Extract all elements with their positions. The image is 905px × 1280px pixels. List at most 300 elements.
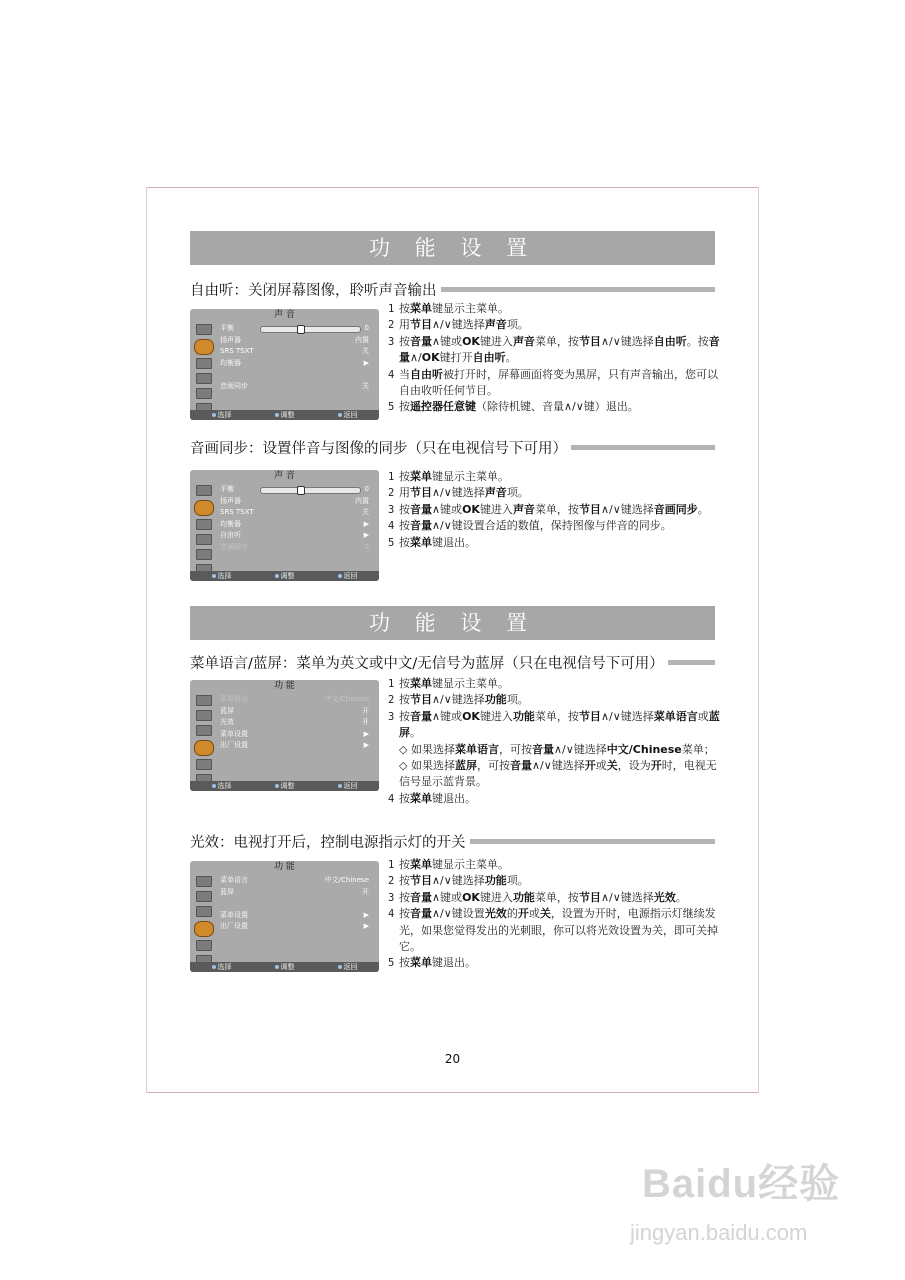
instruction-step [388, 485, 723, 501]
step-keyword: OK [462, 334, 480, 348]
step-text: 按 [399, 502, 410, 516]
step-text: ∧/∨键选择 [553, 742, 607, 756]
osd-row [220, 519, 369, 531]
step-keyword: 功能 [512, 890, 535, 904]
step-keyword: OK [421, 351, 440, 365]
step-keyword: 音量 [410, 502, 432, 516]
osd-row-value: 中文/Chinese [324, 876, 369, 884]
step-text: 键显示主菜单。 [432, 470, 509, 483]
step-text: 或 [697, 709, 709, 723]
step-keyword: 节目 [578, 502, 601, 516]
osd-row [220, 530, 369, 542]
osd-footer-item [338, 781, 358, 791]
instruction-step [388, 502, 723, 518]
selected-menu-icon [194, 740, 214, 756]
osd-icon-column [193, 321, 215, 418]
osd-row [220, 507, 369, 519]
step-keyword: 开 [650, 759, 662, 773]
osd-footer-item [338, 962, 358, 972]
step-keyword: 自由听 [472, 351, 506, 365]
step-keyword: 自由听 [410, 367, 443, 381]
nav-icon [275, 413, 279, 417]
osd-row [220, 358, 369, 370]
step-keyword: 菜单语言 [454, 742, 499, 756]
step-keyword: 节目 [578, 334, 601, 348]
step-keyword: 节目 [410, 693, 432, 707]
step-text: ∧/∨键选择 [600, 709, 654, 723]
step-number: 3 [388, 335, 395, 348]
step-text: （除待机键、音量∧/∨键）退出。 [476, 400, 639, 414]
osd-icon-column [193, 692, 215, 789]
menu-icon [196, 725, 212, 736]
step-number: 5 [388, 536, 395, 549]
nav-icon [212, 784, 216, 788]
osd-footer-item [212, 571, 232, 581]
step-keyword: 节目 [578, 890, 601, 904]
osd-title: 功 能 [274, 862, 295, 872]
osd-menu [190, 861, 379, 972]
selected-menu-icon [194, 339, 214, 355]
step-keyword: 声音 [484, 486, 507, 500]
osd-row-value: 内置 [355, 335, 369, 344]
instruction-step [388, 469, 723, 485]
nav-icon [212, 574, 216, 578]
osd-footer [190, 571, 379, 581]
osd-row-label: 自由听 [220, 531, 241, 539]
step-text: 按 [399, 519, 410, 533]
step-text: 键进入 [479, 890, 513, 904]
osd-row [220, 887, 369, 899]
nav-icon [338, 965, 342, 969]
step-keyword: 光效 [484, 907, 507, 921]
osd-rows [220, 694, 369, 752]
step-keyword: 菜单 [410, 535, 432, 549]
step-text: ，设置为开时，电源指示灯继续发光，如果您觉得发出的光刺眼，你可以将光效设置为关，即可关掉它。 [399, 907, 718, 954]
top-rule [147, 187, 759, 188]
step-list [388, 857, 723, 972]
step-text: 键打开 [439, 351, 473, 365]
step-text: 。 [675, 890, 687, 904]
osd-row-label: SRS TSXT [220, 508, 254, 516]
osd-row-label: 平衡 [220, 485, 234, 493]
step-keyword: 功能 [484, 874, 507, 888]
step-text: 按 [399, 400, 410, 414]
step-list [388, 469, 723, 551]
step-number: 2 [388, 694, 395, 707]
slider-knob [297, 325, 305, 334]
watermark-logo: Baidu经验 [642, 1162, 841, 1206]
step-keyword: 节目 [410, 486, 432, 500]
step-text: 菜单，按 [534, 502, 579, 516]
nav-icon [338, 413, 342, 417]
step-text: ∧键或 [432, 334, 463, 348]
step-keyword: 蓝屏 [399, 709, 720, 740]
menu-icon [196, 876, 212, 887]
step-text: ∧/∨键设置 [432, 907, 485, 921]
osd-row-value: 开 [362, 887, 369, 896]
menu-icon [196, 759, 212, 770]
osd-row-label: 出厂设置 [220, 922, 248, 930]
osd-row-value: ▶ [363, 519, 369, 528]
step-keyword: 音量 [410, 709, 432, 723]
osd-footer-item [212, 962, 232, 972]
step-text: 按 [399, 907, 410, 921]
osd-row [220, 369, 369, 381]
balance-slider [260, 326, 361, 333]
step-number: 3 [388, 503, 395, 516]
page-number: 20 [444, 1052, 461, 1066]
step-text: 按 [399, 334, 410, 348]
step-text: 键退出。 [432, 956, 476, 970]
osd-row-label: 平衡 [220, 324, 234, 332]
menu-icon [196, 485, 212, 496]
osd-footer-label: 选择 [217, 572, 232, 580]
section-rule [470, 839, 716, 844]
step-text: 键显示主菜单。 [432, 677, 509, 690]
step-text: 的 [506, 907, 518, 921]
step-keyword: 音量 [399, 334, 720, 365]
osd-row-label: 音画同步 [220, 542, 248, 551]
instruction-step [388, 334, 723, 367]
section-title: 菜单语言/蓝屏：菜单为英文或中文/无信号为蓝屏（只在电视信号下可用） [190, 655, 664, 672]
step-keyword: OK [462, 502, 480, 516]
step-text: 项。 [506, 693, 529, 707]
osd-footer-item [275, 781, 295, 791]
osd-row-value: 0 [364, 542, 369, 551]
menu-icon [196, 373, 212, 384]
menu-icon [196, 388, 212, 399]
instruction-step [388, 676, 723, 692]
step-text: 时，电视无信号显示蓝背景。 [399, 759, 717, 789]
balance-slider [260, 487, 361, 494]
step-text: 按 [399, 874, 410, 888]
osd-row-value: ▶ [363, 910, 369, 919]
osd-row-label: 蓝屏 [220, 706, 234, 715]
osd-row-label: 均衡器 [220, 519, 241, 528]
instruction-step [388, 535, 723, 551]
step-text: ◇ 如果选择 [399, 742, 455, 756]
instruction-step [388, 758, 723, 791]
step-number: 4 [388, 792, 395, 805]
section-rule [668, 660, 715, 665]
step-text: 按 [399, 791, 410, 805]
osd-row-label: 均衡器 [220, 358, 241, 367]
osd-footer-label: 返回 [343, 782, 358, 790]
osd-row [220, 898, 369, 910]
step-list [388, 676, 723, 807]
step-keyword: 菜单语言 [653, 709, 698, 723]
step-keyword: 关 [539, 907, 551, 921]
osd-row [220, 910, 369, 922]
osd-row [220, 323, 369, 335]
instruction-step [388, 367, 723, 400]
menu-icon [196, 519, 212, 530]
step-text: 按 [399, 709, 410, 723]
step-keyword: 节目 [578, 709, 601, 723]
osd-row [220, 346, 369, 358]
step-text: 键退出。 [432, 791, 476, 805]
step-text: 菜单； [681, 742, 715, 756]
menu-icon [196, 358, 212, 369]
menu-icon [196, 324, 212, 335]
osd-footer-label: 返回 [343, 963, 358, 971]
osd-row-label: 扬声器 [220, 335, 241, 344]
step-text: ∧/∨键选择 [600, 890, 654, 904]
step-text: ，可按 [476, 759, 510, 773]
step-number: 4 [388, 520, 395, 533]
step-number: 5 [388, 957, 395, 970]
nav-icon [338, 784, 342, 788]
step-keyword: 菜单 [410, 956, 432, 970]
step-text: 键显示主菜单。 [432, 858, 509, 871]
osd-menu [190, 470, 379, 581]
step-keyword: 节目 [410, 318, 432, 332]
section-heading [190, 279, 715, 299]
osd-footer-label: 返回 [343, 411, 358, 419]
osd-row [220, 381, 369, 393]
step-keyword: 菜单 [410, 470, 432, 483]
step-number: 3 [388, 891, 395, 904]
nav-icon [275, 965, 279, 969]
step-text: ◇ 如果选择 [399, 759, 455, 773]
section-title: 自由听：关闭屏幕图像，聆听声音输出 [190, 282, 437, 299]
selected-menu-icon [194, 921, 214, 937]
osd-row-label: 蓝屏 [220, 887, 234, 896]
osd-footer-label: 选择 [217, 411, 232, 419]
instruction-step [388, 399, 723, 415]
osd-row [220, 729, 369, 741]
step-keyword: 音量 [410, 907, 432, 921]
step-text: 项。 [506, 318, 529, 332]
osd-footer-item [275, 962, 295, 972]
osd-row-label: 菜单语言 [220, 876, 248, 884]
osd-row-value: ▶ [363, 729, 369, 738]
osd-footer-label: 选择 [217, 963, 232, 971]
step-text: 键退出。 [432, 535, 476, 549]
osd-row-label: 光效 [220, 718, 234, 726]
step-keyword: 光效 [653, 890, 676, 904]
osd-row-label: 出厂设置 [220, 741, 248, 749]
menu-icon [196, 906, 212, 917]
step-number: 5 [388, 401, 395, 414]
step-text: ∧键或 [432, 502, 463, 516]
osd-footer-item [212, 410, 232, 420]
step-keyword: 音量 [531, 742, 554, 756]
selected-menu-icon [194, 500, 214, 516]
osd-footer-label: 选择 [217, 782, 232, 790]
instruction-step [388, 873, 723, 889]
instruction-step [388, 742, 723, 758]
step-text: 菜单，按 [534, 334, 579, 348]
step-keyword: 声音 [512, 502, 535, 516]
osd-row-value: 0 [364, 324, 369, 332]
step-text: 按 [399, 693, 410, 707]
step-text: 菜单，按 [534, 709, 579, 723]
step-keyword: 中文/Chinese [606, 742, 682, 756]
watermark-url: jingyan.baidu.com [630, 1220, 808, 1245]
step-text: ∧/∨键选择 [531, 759, 585, 773]
instruction-step [388, 791, 723, 807]
step-text: ∧/∨键选择 [432, 318, 485, 332]
section-title: 音画同步：设置伴音与图像的同步（只在电视信号下可用） [190, 440, 567, 457]
nav-icon [212, 413, 216, 417]
osd-footer-label: 调整 [280, 963, 295, 971]
step-keyword: 自由听 [653, 334, 687, 348]
step-text: ∧键或 [432, 890, 463, 904]
osd-footer [190, 410, 379, 420]
step-keyword: 音画同步 [653, 502, 698, 516]
step-text: 按 [399, 890, 410, 904]
step-keyword: 遥控器任意键 [410, 400, 476, 414]
step-keyword: 菜单 [410, 858, 432, 871]
step-text: 被打开时，屏幕画面将变为黑屏，只有声音输出，您可以自由收听任何节目。 [399, 367, 718, 398]
osd-row-label: 菜单设置 [220, 729, 248, 738]
menu-icon [196, 549, 212, 560]
step-text: ∧键或 [432, 709, 463, 723]
banner-title: 功 能 设 置 [190, 231, 715, 265]
step-keyword: 声音 [484, 318, 507, 332]
step-text: 键进入 [479, 502, 513, 516]
osd-row-value: ▶ [363, 358, 369, 367]
nav-icon [338, 574, 342, 578]
step-number: 1 [388, 859, 395, 871]
nav-icon [275, 574, 279, 578]
osd-footer-label: 调整 [280, 411, 295, 419]
osd-row [220, 484, 369, 496]
menu-icon [196, 710, 212, 721]
step-keyword: 关 [606, 759, 618, 773]
osd-title: 声 音 [274, 471, 295, 481]
section-heading [190, 831, 715, 851]
osd-icon-column [193, 482, 215, 579]
osd-row-label: 菜单设置 [220, 910, 248, 919]
step-number: 1 [388, 303, 395, 315]
osd-row-label: 菜单语言 [220, 695, 248, 703]
step-text: 或 [595, 759, 607, 773]
step-keyword: 开 [584, 759, 596, 773]
step-text: 。 [505, 351, 517, 365]
step-text: 用 [399, 318, 410, 332]
osd-footer-label: 返回 [343, 572, 358, 580]
step-text: 或 [528, 907, 540, 921]
step-text: ∧/∨键选择 [432, 486, 485, 500]
step-number: 4 [388, 908, 395, 921]
instruction-step [388, 906, 723, 955]
step-text: ，可按 [498, 742, 532, 756]
step-text: 。 [697, 502, 709, 516]
osd-footer [190, 962, 379, 972]
section-title: 光效：电视打开后，控制电源指示灯的开关 [190, 834, 466, 851]
step-text: 项。 [506, 874, 529, 888]
menu-icon [196, 891, 212, 902]
step-list [388, 301, 723, 416]
step-keyword: OK [462, 709, 480, 723]
section-heading [190, 437, 715, 457]
step-text: 键显示主菜单。 [432, 302, 509, 315]
osd-footer-item [338, 410, 358, 420]
step-number: 2 [388, 487, 395, 500]
step-number: 1 [388, 678, 395, 690]
step-text: ，设为 [617, 759, 651, 773]
osd-row [220, 706, 369, 718]
osd-row-value: 开 [362, 718, 369, 726]
step-number: 4 [388, 368, 395, 381]
step-text: 键进入 [479, 334, 513, 348]
osd-row-value: ▶ [363, 922, 369, 930]
osd-footer-item [212, 781, 232, 791]
step-keyword: 功能 [512, 709, 535, 723]
osd-menu [190, 309, 379, 420]
step-number: 3 [388, 710, 395, 723]
menu-icon [196, 940, 212, 951]
step-text: ∧/ [410, 351, 422, 365]
step-keyword: 蓝屏 [454, 759, 477, 773]
instruction-step [388, 518, 723, 534]
osd-row-value: 关 [362, 347, 369, 355]
section-rule [571, 445, 715, 450]
osd-row [220, 717, 369, 729]
nav-icon [212, 965, 216, 969]
osd-footer [190, 781, 379, 791]
osd-menu [190, 680, 379, 791]
osd-row-value: ▶ [363, 741, 369, 749]
step-text: ∧/∨键选择 [600, 334, 654, 348]
right-rule [758, 187, 759, 1093]
step-keyword: 音量 [410, 519, 432, 533]
step-text: ∧/∨键设置合适的数值，保持图像与伴音的同步。 [432, 519, 672, 533]
step-keyword: 菜单 [410, 677, 432, 690]
osd-row [220, 921, 369, 933]
osd-row-value: 内置 [355, 496, 369, 505]
step-text: 菜单，按 [534, 890, 579, 904]
osd-footer-label: 调整 [280, 572, 295, 580]
step-text: 用 [399, 486, 410, 500]
osd-row [220, 875, 369, 887]
bottom-rule [147, 1092, 759, 1093]
step-keyword: 音量 [410, 890, 432, 904]
step-text: 项。 [506, 486, 529, 500]
step-keyword: 功能 [484, 693, 507, 707]
instruction-step [388, 301, 723, 317]
step-keyword: 菜单 [410, 302, 432, 315]
osd-row-value: 0 [364, 485, 369, 493]
osd-row-value: 关 [362, 508, 369, 516]
osd-rows [220, 875, 369, 933]
step-text: 。按 [686, 334, 709, 348]
section-heading [190, 652, 715, 672]
osd-row-label: 音画同步 [220, 381, 248, 390]
osd-row-label: SRS TSXT [220, 347, 254, 355]
step-number: 2 [388, 875, 395, 888]
osd-title: 声 音 [274, 310, 295, 320]
osd-row [220, 542, 369, 554]
step-text: 键进入 [479, 709, 513, 723]
nav-icon [275, 784, 279, 788]
step-keyword: 音量 [509, 759, 532, 773]
instruction-step [388, 890, 723, 906]
step-text: ∧/∨键选择 [432, 874, 485, 888]
step-text: ∧/∨键选择 [600, 502, 654, 516]
step-number: 2 [388, 319, 395, 332]
step-keyword: 节目 [410, 874, 432, 888]
watermark [630, 1152, 860, 1262]
step-text: 按 [399, 535, 410, 549]
osd-row-value: 中文/Chinese [324, 695, 369, 703]
osd-footer-item [338, 571, 358, 581]
osd-footer-item [275, 571, 295, 581]
osd-row-value: 关 [362, 381, 369, 390]
step-keyword: 音量 [410, 334, 432, 348]
